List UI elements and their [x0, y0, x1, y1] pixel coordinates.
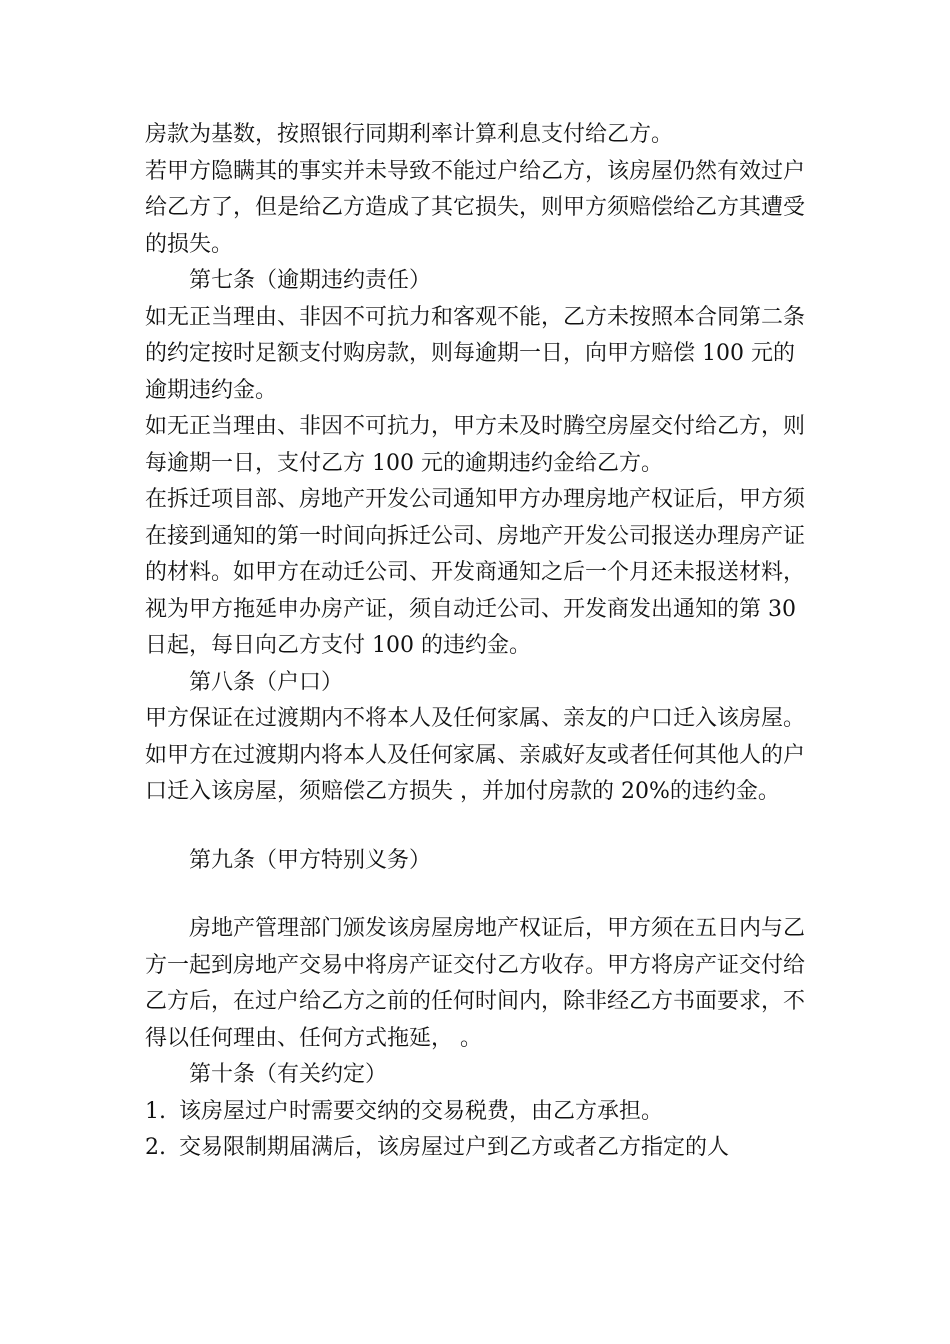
paragraph-interest: 房款为基数，按照银行同期利率计算利息支付给乙方。: [145, 122, 674, 147]
paragraph-buyer-late-payment: 如无正当理由、非因不可抗力和客观不能，乙方未按照本合同第二条的约定按时足额支付购房款，则每逾期一日，向甲方赔偿 100 元的逾期违约金。: [145, 304, 806, 403]
paragraph-seller-obligation: 房地产管理部门颁发该房屋房地产权证后，甲方须在五日内与乙方一起到房地产交易中将房产证交付乙方收存。甲方将房产证交付给乙方后，在过户给乙方之前的任何时间内，除非经乙方书面要求，不得以任何理由、任何方式拖延， 。: [145, 916, 806, 1051]
list-item: [145, 1130, 815, 1167]
paragraph-certificate-materials: 在拆迁项目部、房地产开发公司通知甲方办理房地产权证后，甲方须在接到通知的第一时间向拆迁公司、房地产开发公司报送办理房产证的材料。如甲方在动迁公司、开发商通知之后一个月还未报送材料，视为甲方拖延申办房产证，须自动迁公司、开发商发出通知的第 30 日起，每日向乙方支付 100 的违约金。: [145, 487, 806, 658]
list-text: 该房屋过户时需要交纳的交易税费，由乙方承担。: [179, 1098, 664, 1124]
list-item: [145, 1094, 815, 1131]
document-body: [145, 117, 815, 1167]
list-text: 交易限制期届满后，该房屋过户到乙方或者乙方指定的人: [179, 1135, 730, 1160]
paragraph-household-registration: 甲方保证在过渡期内不将本人及任何家属、亲友的户口迁入该房屋。 如甲方在过渡期内将本人及任何家属、亲戚好友或者任何其他人的户口迁入该房屋，须赔偿乙方损失 ，并加付房款的 20%的违约金。: [145, 706, 806, 804]
article-10-heading: 第十条（有关约定）: [189, 1062, 388, 1087]
article-9-heading: 第九条（甲方特别义务）: [189, 847, 432, 873]
paragraph-concealment-loss: 若甲方隐瞒其的事实并未导致不能过户给乙方，该房屋仍然有效过户给乙方了，但是给乙方造成了其它损失，则甲方须赔偿给乙方其遭受的损失。: [145, 158, 806, 257]
list-number: 2.: [145, 1135, 166, 1160]
paragraph-seller-late-vacate: 如无正当理由、非因不可抗力，甲方未及时腾空房屋交付给乙方，则每逾期一日，支付乙方 100 元的逾期违约金给乙方。: [145, 414, 806, 476]
article-8-heading: 第八条（户口）: [189, 669, 344, 695]
list-number: 1.: [145, 1098, 166, 1124]
article-7-heading: 第七条（逾期违约责任）: [189, 268, 432, 293]
